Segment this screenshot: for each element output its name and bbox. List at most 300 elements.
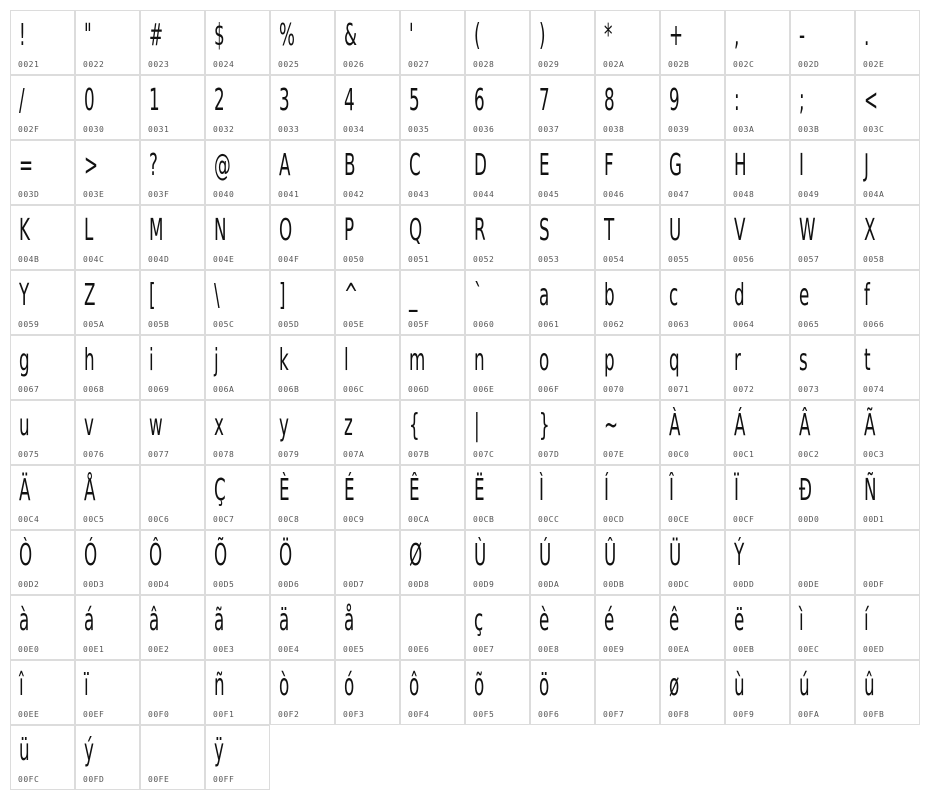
glyph-char: ì	[799, 603, 804, 638]
glyph-cell	[855, 595, 920, 660]
glyph-char: í	[864, 603, 869, 638]
glyph-code: 00DF	[863, 580, 885, 589]
glyph-cell	[660, 140, 725, 205]
glyph-cell	[75, 465, 140, 530]
glyph-code: 00F9	[733, 710, 755, 719]
glyph-cell	[595, 270, 660, 335]
glyph-cell	[465, 595, 530, 660]
glyph-char: à	[19, 603, 30, 638]
glyph-cell	[725, 75, 790, 140]
glyph-char: õ	[474, 668, 485, 703]
glyph-cell	[140, 660, 205, 725]
glyph-cell	[205, 270, 270, 335]
glyph-code: 0035	[408, 125, 430, 134]
glyph-cell	[530, 10, 595, 75]
glyph-code: 00C8	[278, 515, 300, 524]
glyph-code: 0028	[473, 60, 495, 69]
glyph-code: 0065	[798, 320, 820, 329]
glyph-cell	[855, 335, 920, 400]
glyph-code: 0055	[668, 255, 690, 264]
glyph-char: 0	[84, 83, 95, 118]
glyph-code: 0062	[603, 320, 625, 329]
glyph-code: 00C3	[863, 450, 885, 459]
glyph-char: _	[409, 278, 418, 313]
glyph-char: C	[409, 148, 421, 183]
glyph-char: @	[214, 148, 231, 183]
glyph-cell	[465, 10, 530, 75]
glyph-char: e	[799, 278, 810, 313]
glyph-code: 00C2	[798, 450, 820, 459]
glyph-code: 00E2	[148, 645, 170, 654]
glyph-cell	[465, 205, 530, 270]
glyph-code: 00F7	[603, 710, 625, 719]
glyph-code: 00F2	[278, 710, 300, 719]
glyph-char: 5	[409, 83, 420, 118]
glyph-cell	[140, 10, 205, 75]
glyph-char: Ì	[539, 473, 544, 508]
glyph-code: 00CA	[408, 515, 430, 524]
glyph-cell	[595, 400, 660, 465]
glyph-code: 00D6	[278, 580, 300, 589]
glyph-char: ò	[279, 668, 290, 703]
glyph-code: 00E8	[538, 645, 560, 654]
glyph-code: 00C1	[733, 450, 755, 459]
glyph-code: 0053	[538, 255, 560, 264]
glyph-cell	[790, 660, 855, 725]
glyph-code: 0069	[148, 385, 170, 394]
glyph-char: b	[604, 278, 615, 313]
glyph-code: 00E6	[408, 645, 430, 654]
glyph-cell	[75, 270, 140, 335]
glyph-code: 00CF	[733, 515, 755, 524]
glyph-cell	[400, 270, 465, 335]
glyph-code: 00FD	[83, 775, 105, 784]
glyph-char: \	[214, 278, 220, 313]
glyph-cell	[140, 595, 205, 660]
glyph-char: ó	[344, 668, 355, 703]
glyph-char: k	[279, 343, 289, 378]
glyph-char: Ä	[19, 473, 31, 508]
glyph-code: 00DE	[798, 580, 820, 589]
glyph-code: 0058	[863, 255, 885, 264]
glyph-code: 0066	[863, 320, 885, 329]
glyph-cell	[400, 75, 465, 140]
glyph-char: o	[539, 343, 550, 378]
glyph-cell	[660, 10, 725, 75]
glyph-char: a	[539, 278, 550, 313]
glyph-char: ô	[409, 668, 420, 703]
glyph-char: D	[474, 148, 487, 183]
glyph-code: 00CE	[668, 515, 690, 524]
glyph-char: É	[344, 473, 355, 508]
glyph-cell	[75, 10, 140, 75]
glyph-code: 00F1	[213, 710, 235, 719]
glyph-cell	[205, 205, 270, 270]
glyph-cell	[530, 205, 595, 270]
glyph-char: 8	[604, 83, 615, 118]
glyph-code: 0044	[473, 190, 495, 199]
glyph-cell	[595, 205, 660, 270]
glyph-cell	[10, 270, 75, 335]
glyph-char: ï	[84, 668, 89, 703]
glyph-cell	[855, 660, 920, 725]
glyph-cell	[660, 465, 725, 530]
glyph-char: ,	[734, 18, 740, 53]
glyph-code: 004A	[863, 190, 885, 199]
glyph-code: 00C6	[148, 515, 170, 524]
glyph-char: ø	[669, 668, 680, 703]
glyph-char: é	[604, 603, 615, 638]
glyph-char: $	[214, 18, 225, 53]
glyph-char: È	[279, 473, 290, 508]
glyph-char: Y	[19, 278, 30, 313]
glyph-code: 004E	[213, 255, 235, 264]
glyph-cell	[140, 465, 205, 530]
glyph-cell	[790, 140, 855, 205]
glyph-char: Ó	[84, 538, 98, 573]
glyph-char: B	[344, 148, 356, 183]
glyph-char: *	[604, 18, 613, 53]
glyph-code: 00C9	[343, 515, 365, 524]
glyph-cell	[465, 140, 530, 205]
glyph-code: 0077	[148, 450, 170, 459]
glyph-char: m	[409, 343, 426, 378]
glyph-code: 00E9	[603, 645, 625, 654]
glyph-cell	[10, 75, 75, 140]
glyph-char: Ô	[149, 538, 163, 573]
glyph-char: %	[279, 18, 295, 53]
glyph-code: 00E4	[278, 645, 300, 654]
glyph-char: ë	[734, 603, 745, 638]
glyph-cell	[10, 400, 75, 465]
glyph-code: 0033	[278, 125, 300, 134]
glyph-code: 006D	[408, 385, 430, 394]
glyph-char: J	[864, 148, 869, 183]
glyph-char: N	[214, 213, 227, 248]
glyph-cell	[270, 530, 335, 595]
glyph-char: ñ	[214, 668, 225, 703]
glyph-char: p	[604, 343, 615, 378]
glyph-cell	[660, 205, 725, 270]
glyph-cell	[725, 205, 790, 270]
glyph-cell	[400, 400, 465, 465]
glyph-cell	[465, 465, 530, 530]
glyph-code: 0064	[733, 320, 755, 329]
glyph-char: å	[344, 603, 355, 638]
glyph-code: 0032	[213, 125, 235, 134]
glyph-char: ~	[604, 408, 619, 443]
glyph-cell	[725, 595, 790, 660]
glyph-code: 00DD	[733, 580, 755, 589]
glyph-cell	[725, 530, 790, 595]
glyph-char: Â	[799, 408, 811, 443]
glyph-char: j	[214, 343, 219, 378]
glyph-cell	[270, 270, 335, 335]
glyph-cell	[660, 530, 725, 595]
glyph-char: ]	[279, 278, 286, 313]
glyph-code: 0021	[18, 60, 40, 69]
glyph-cell	[75, 595, 140, 660]
glyph-char: Đ	[799, 473, 812, 508]
glyph-code: 00EE	[18, 710, 40, 719]
glyph-cell	[140, 725, 205, 790]
glyph-char: ù	[734, 668, 745, 703]
glyph-char: Ø	[409, 538, 423, 573]
glyph-cell	[595, 335, 660, 400]
glyph-code: 002D	[798, 60, 820, 69]
glyph-code: 0042	[343, 190, 365, 199]
glyph-code: 0022	[83, 60, 105, 69]
glyph-cell	[270, 75, 335, 140]
glyph-char: h	[84, 343, 95, 378]
glyph-char: Ù	[474, 538, 487, 573]
glyph-code: 00D2	[18, 580, 40, 589]
glyph-map-grid	[10, 10, 920, 790]
glyph-char: À	[669, 408, 681, 443]
glyph-code: 006E	[473, 385, 495, 394]
glyph-cell	[595, 530, 660, 595]
glyph-code: 00E7	[473, 645, 495, 654]
glyph-char: 3	[279, 83, 290, 118]
glyph-code: 00D8	[408, 580, 430, 589]
glyph-code: 00DB	[603, 580, 625, 589]
glyph-char: f	[864, 278, 870, 313]
glyph-code: 00EB	[733, 645, 755, 654]
glyph-cell	[10, 660, 75, 725]
glyph-cell	[335, 140, 400, 205]
glyph-cell	[205, 10, 270, 75]
glyph-code: 00D5	[213, 580, 235, 589]
glyph-char: Ü	[669, 538, 682, 573]
glyph-code: 0056	[733, 255, 755, 264]
glyph-char: 4	[344, 83, 355, 118]
glyph-char: P	[344, 213, 355, 248]
glyph-cell	[790, 270, 855, 335]
glyph-char: Á	[734, 408, 746, 443]
glyph-char: Î	[669, 473, 674, 508]
glyph-code: 006B	[278, 385, 300, 394]
glyph-cell	[10, 725, 75, 790]
glyph-code: 00FF	[213, 775, 235, 784]
glyph-char: v	[84, 408, 94, 443]
glyph-char: ç	[474, 603, 484, 638]
glyph-cell	[530, 660, 595, 725]
glyph-char: Ç	[214, 473, 226, 508]
glyph-char: <	[864, 83, 879, 118]
glyph-cell	[595, 140, 660, 205]
glyph-code: 004D	[148, 255, 170, 264]
glyph-cell	[270, 10, 335, 75]
glyph-cell	[790, 400, 855, 465]
glyph-cell	[335, 400, 400, 465]
glyph-code: 0054	[603, 255, 625, 264]
glyph-code: 00F5	[473, 710, 495, 719]
glyph-char: |	[474, 408, 480, 443]
glyph-cell	[595, 595, 660, 660]
glyph-char: Õ	[214, 538, 228, 573]
glyph-cell	[790, 205, 855, 270]
glyph-code: 0036	[473, 125, 495, 134]
glyph-code: 003C	[863, 125, 885, 134]
glyph-cell	[530, 75, 595, 140]
glyph-char: ö	[539, 668, 550, 703]
glyph-code: 00F3	[343, 710, 365, 719]
glyph-cell	[465, 400, 530, 465]
glyph-code: 0076	[83, 450, 105, 459]
glyph-cell	[140, 205, 205, 270]
glyph-char: Ö	[279, 538, 293, 573]
glyph-cell	[530, 335, 595, 400]
glyph-code: 00E5	[343, 645, 365, 654]
glyph-code: 00C7	[213, 515, 235, 524]
glyph-char: ü	[19, 733, 30, 768]
glyph-code: 00E0	[18, 645, 40, 654]
glyph-cell	[205, 660, 270, 725]
glyph-char: >	[84, 148, 99, 183]
glyph-char: è	[539, 603, 550, 638]
glyph-cell	[75, 660, 140, 725]
glyph-char: F	[604, 148, 614, 183]
glyph-char: n	[474, 343, 485, 378]
glyph-char: T	[604, 213, 615, 248]
glyph-char: z	[344, 408, 353, 443]
glyph-char: Ò	[19, 538, 33, 573]
glyph-cell	[595, 75, 660, 140]
glyph-code: 005F	[408, 320, 430, 329]
glyph-cell	[75, 205, 140, 270]
glyph-code: 005D	[278, 320, 300, 329]
glyph-char: `	[474, 278, 483, 313]
glyph-code: 00D3	[83, 580, 105, 589]
glyph-cell	[205, 465, 270, 530]
glyph-code: 0024	[213, 60, 235, 69]
glyph-cell	[400, 465, 465, 530]
glyph-cell	[790, 75, 855, 140]
glyph-char: #	[149, 18, 164, 53]
glyph-char: {	[409, 408, 420, 443]
glyph-cell	[465, 75, 530, 140]
glyph-code: 007B	[408, 450, 430, 459]
glyph-char: l	[344, 343, 349, 378]
glyph-char: +	[669, 18, 684, 53]
glyph-char: ?	[149, 148, 158, 183]
glyph-cell	[855, 140, 920, 205]
glyph-cell	[270, 140, 335, 205]
glyph-cell	[595, 10, 660, 75]
glyph-char: r	[734, 343, 741, 378]
glyph-code: 0070	[603, 385, 625, 394]
glyph-char: V	[734, 213, 746, 248]
glyph-char: -	[799, 18, 806, 53]
glyph-cell	[335, 595, 400, 660]
glyph-cell	[790, 595, 855, 660]
glyph-cell	[725, 400, 790, 465]
glyph-char: Ñ	[864, 473, 877, 508]
glyph-cell	[855, 10, 920, 75]
glyph-cell	[10, 140, 75, 205]
glyph-code: 0074	[863, 385, 885, 394]
glyph-code: 0049	[798, 190, 820, 199]
glyph-cell	[855, 205, 920, 270]
glyph-code: 0073	[798, 385, 820, 394]
glyph-char: "	[84, 18, 92, 53]
glyph-cell	[140, 75, 205, 140]
glyph-cell	[335, 660, 400, 725]
glyph-cell	[205, 530, 270, 595]
glyph-cell	[530, 140, 595, 205]
glyph-code: 0027	[408, 60, 430, 69]
glyph-code: 0050	[343, 255, 365, 264]
glyph-cell	[140, 140, 205, 205]
glyph-code: 004F	[278, 255, 300, 264]
glyph-char: S	[539, 213, 550, 248]
glyph-cell	[205, 75, 270, 140]
glyph-cell	[855, 270, 920, 335]
glyph-cell	[270, 660, 335, 725]
glyph-char: Ý	[734, 538, 745, 573]
glyph-cell	[10, 530, 75, 595]
glyph-cell	[400, 10, 465, 75]
glyph-char: Z	[84, 278, 96, 313]
glyph-code: 00EF	[83, 710, 105, 719]
glyph-char: W	[799, 213, 816, 248]
glyph-code: 003B	[798, 125, 820, 134]
glyph-char: q	[669, 343, 680, 378]
glyph-cell	[465, 335, 530, 400]
glyph-char: ã	[214, 603, 225, 638]
glyph-char: I	[799, 148, 804, 183]
glyph-cell	[400, 140, 465, 205]
glyph-cell	[10, 205, 75, 270]
glyph-code: 0034	[343, 125, 365, 134]
glyph-char: :	[734, 83, 740, 118]
glyph-code: 006F	[538, 385, 560, 394]
glyph-code: 003E	[83, 190, 105, 199]
glyph-code: 0052	[473, 255, 495, 264]
glyph-code: 00CD	[603, 515, 625, 524]
glyph-cell	[205, 140, 270, 205]
glyph-code: 0075	[18, 450, 40, 459]
glyph-code: 007E	[603, 450, 625, 459]
glyph-cell	[790, 530, 855, 595]
glyph-char: x	[214, 408, 224, 443]
glyph-code: 00D1	[863, 515, 885, 524]
glyph-cell	[75, 335, 140, 400]
glyph-char: ;	[799, 83, 805, 118]
glyph-code: 00F6	[538, 710, 560, 719]
glyph-cell	[530, 530, 595, 595]
glyph-cell	[465, 660, 530, 725]
glyph-cell	[270, 335, 335, 400]
glyph-code: 00C5	[83, 515, 105, 524]
glyph-char: Å	[84, 473, 96, 508]
glyph-code: 0046	[603, 190, 625, 199]
glyph-code: 00E3	[213, 645, 235, 654]
glyph-char: w	[149, 408, 163, 443]
glyph-code: 002A	[603, 60, 625, 69]
glyph-code: 00F8	[668, 710, 690, 719]
glyph-char: 7	[539, 83, 550, 118]
glyph-code: 0067	[18, 385, 40, 394]
glyph-char: L	[84, 213, 94, 248]
glyph-cell	[10, 10, 75, 75]
glyph-cell	[595, 660, 660, 725]
glyph-code: 0059	[18, 320, 40, 329]
glyph-code: 005A	[83, 320, 105, 329]
glyph-code: 002C	[733, 60, 755, 69]
glyph-char: ^	[344, 278, 359, 313]
glyph-char: û	[864, 668, 875, 703]
